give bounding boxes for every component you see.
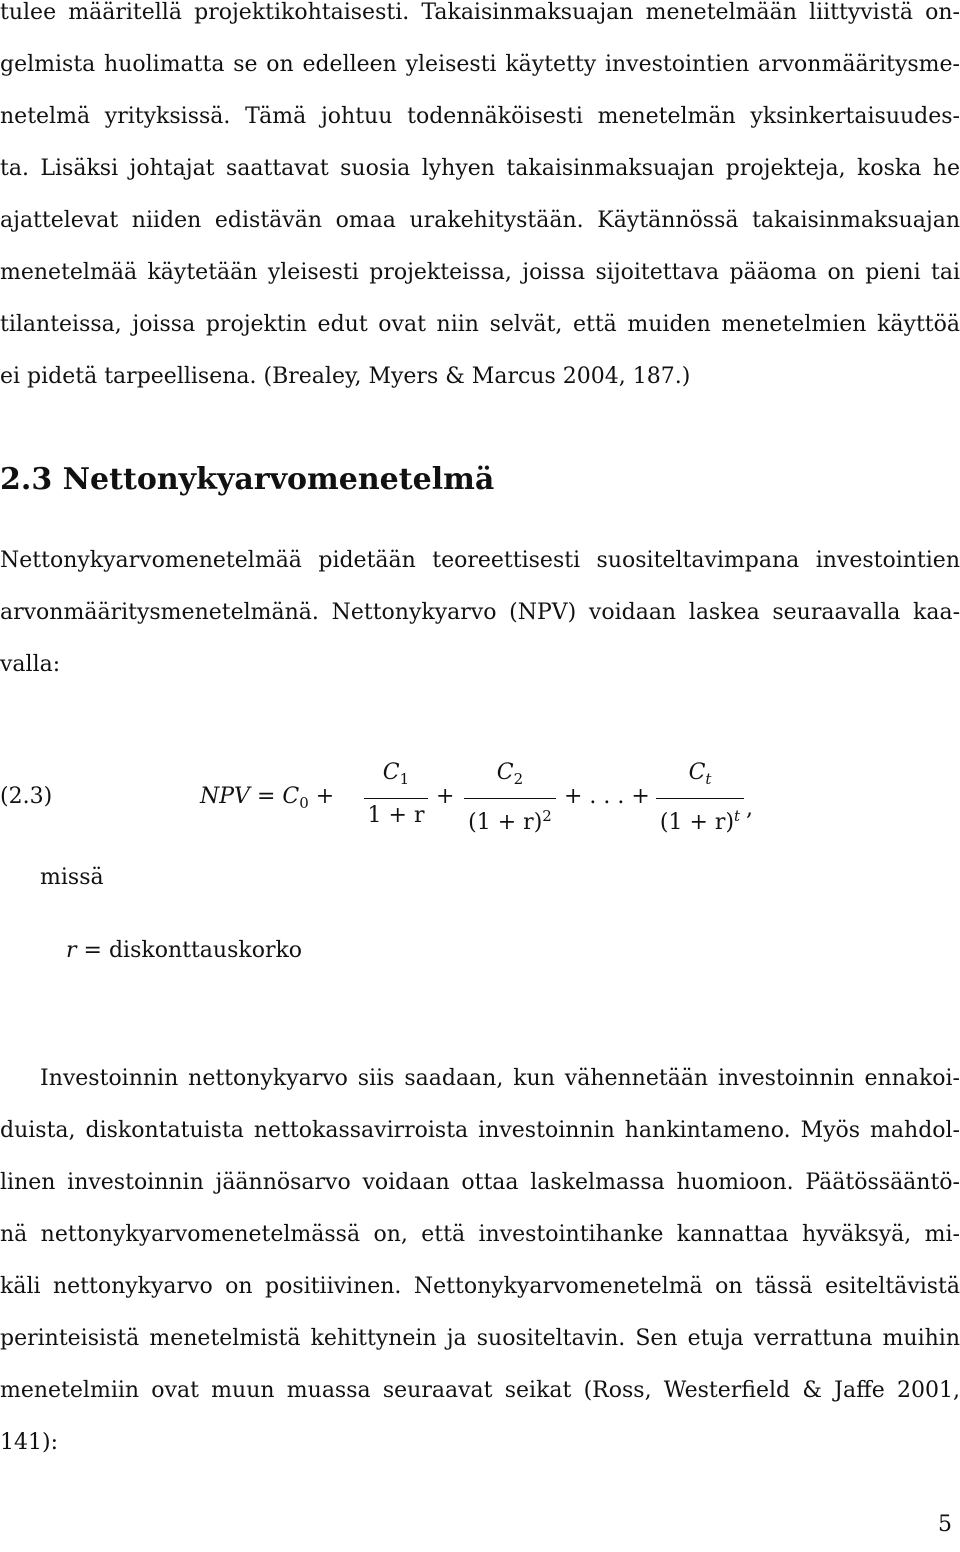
text-line: perinteisistä menetelmistä kehittynein ja suositeltavin. Sen etuja verrattuna muihin xyxy=(0,1326,960,1351)
text-line: menetelmää käytetään yleisesti projekteissa, joissa sijoitettava pääoma on pieni tai xyxy=(0,260,960,285)
text-line: Nettonykyarvomenetelmää pidetään teoreettisesti suositeltavimpana investointien xyxy=(0,548,960,573)
equation-number: (2.3) xyxy=(0,784,53,809)
text-line: linen investoinnin jäännösarvo voidaan ottaa laskelmassa huomioon. Päätössääntö- xyxy=(0,1170,960,1195)
text-line: ta. Lisäksi johtajat saattavat suosia lyhyen takaisinmaksuajan projekteja, koska he xyxy=(0,156,960,181)
text-line: Investoinnin nettonykyarvo siis saadaan, kun vähennetään investoinnin ennakoi- xyxy=(40,1066,960,1091)
text-line: tulee määritellä projektikohtaisesti. Takaisinmaksuajan menetelmään liittyvistä on- xyxy=(0,0,960,25)
plus-sign: + xyxy=(436,784,455,809)
where-label: missä xyxy=(40,865,104,890)
text-line: valla: xyxy=(0,652,61,677)
fraction-term-t: $C_t$ $(1 + r)^t$ xyxy=(656,760,744,836)
fraction-term-2: $C_2$ $(1 + r)^2$ xyxy=(464,760,556,836)
text-line: käli nettonykyarvo on positiivinen. Nettonykyarvomenetelmä on tässä esiteltävistä xyxy=(0,1274,960,1299)
text-line: gelmista huolimatta se on edelleen yleisesti käytetty investointien arvonmääritysme- xyxy=(0,52,960,77)
text-line: tilanteissa, joissa projektin edut ovat niin selvät, että muiden menetelmien käyttöä xyxy=(0,312,960,337)
section-heading: 2.3 Nettonykyarvomenetelmä xyxy=(0,462,495,497)
npv-formula xyxy=(200,760,760,840)
text-line: nä nettonykyarvomenetelmässä on, että investointihanke kannattaa hyväksyä, mi- xyxy=(0,1222,960,1247)
text-line: netelmä yrityksissä. Tämä johtuu todennäköisesti menetelmän yksinkertaisuudes- xyxy=(0,104,960,129)
page-number: 5 xyxy=(938,1512,952,1537)
ellipsis-sum: + . . . + xyxy=(564,784,650,809)
text-line: arvonmääritysmenetelmänä. Nettonykyarvo (NPV) voidaan laskea seuraavalla kaa- xyxy=(0,600,960,625)
text-line: menetelmiin ovat muun muassa seuraavat seikat (Ross, Westerfield & Jaffe 2001, xyxy=(0,1378,960,1403)
formula-comma: , xyxy=(746,796,753,821)
fraction-term-1: $C_1$ 1 + r xyxy=(364,760,428,829)
formula-lhs: NPV = $C_0$ + xyxy=(200,784,335,812)
variable-definition: r = diskonttauskorko xyxy=(66,938,303,963)
text-line: ei pidetä tarpeellisena. (Brealey, Myers & Marcus 2004, 187.) xyxy=(0,364,691,389)
text-line: duista, diskontatuista nettokassavirroista investoinnin hankintameno. Myös mahdol- xyxy=(0,1118,960,1143)
text-line: 141): xyxy=(0,1430,58,1455)
text-line: ajattelevat niiden edistävän omaa urakehitystään. Käytännössä takaisinmaksuajan xyxy=(0,208,960,233)
